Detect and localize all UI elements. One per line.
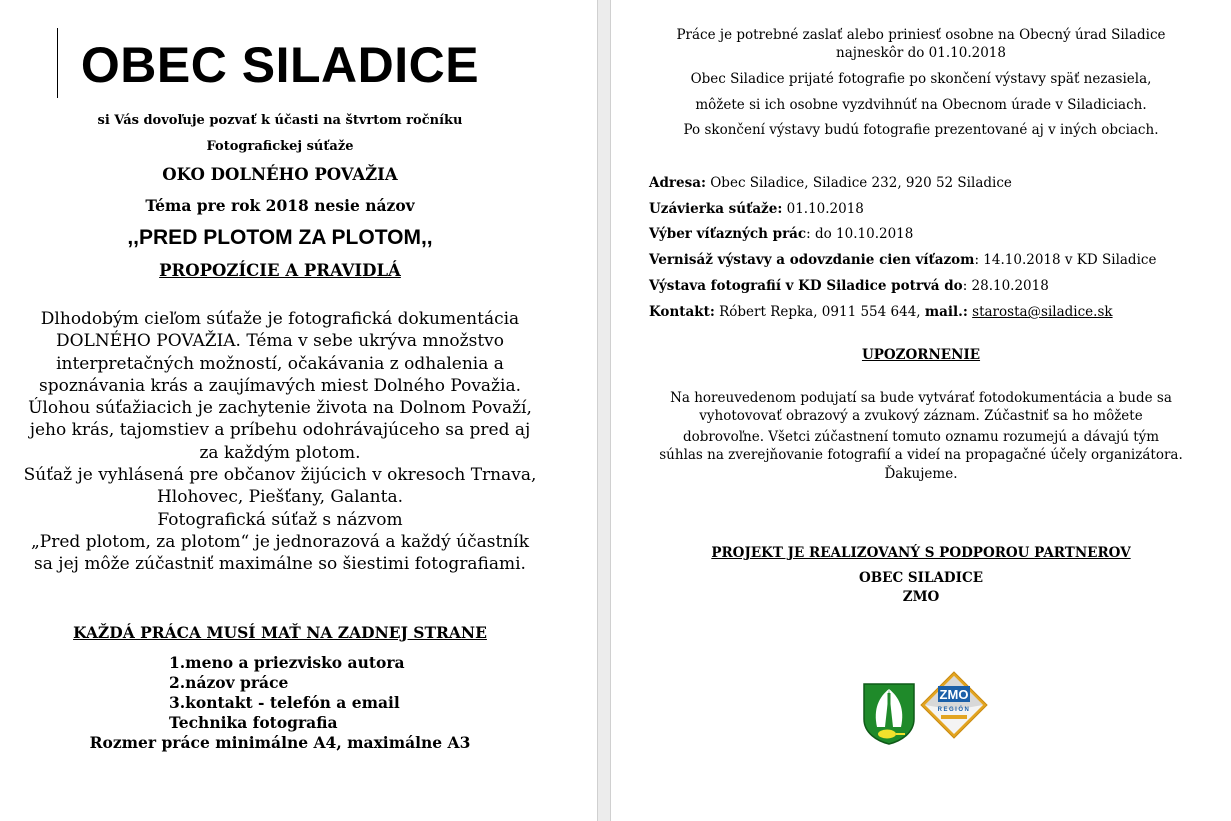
partners-heading: PROJEKT JE REALIZOVANÝ S PODPOROU PARTNEROV bbox=[711, 545, 1131, 561]
body-line: interpretačných možností, očakávania z odhalenia a bbox=[56, 353, 504, 374]
warning-line: Ďakujeme. bbox=[884, 466, 958, 482]
body-line: sa jej môže zúčastniť maximálne so šiestimi fotografiami. bbox=[34, 554, 526, 575]
contest-type: Fotografickej súťaže bbox=[206, 139, 354, 154]
theme-name: ,,PRED PLOTOM ZA PLOTOM,, bbox=[127, 226, 433, 249]
detail-value: Obec Siladice, Siladice 232, 920 52 Siladice bbox=[705, 175, 1012, 191]
body-line: Dlhodobým cieľom súťaže je fotografická dokumentácia bbox=[40, 309, 520, 329]
detail-label: Výstava fotografií v KD Siladice potrvá do bbox=[649, 278, 963, 294]
zmo-logo-text: ZMO bbox=[939, 687, 969, 702]
partner-name: ZMO bbox=[902, 589, 940, 605]
body-line: za každým plotom. bbox=[199, 442, 361, 463]
size-line: Rozmer práce minimálne A4, maximálne A3 bbox=[89, 733, 471, 752]
page-title: OBEC SILADICE bbox=[80, 37, 480, 93]
intro-line: môžete si ich osobne vyzdvihnúť na Obecnom úrade v Siladiciach. bbox=[695, 97, 1147, 113]
intro-line: Obec Siladice prijaté fotografie po skončení výstavy späť nezasiela, bbox=[690, 71, 1152, 87]
detail-address bbox=[649, 175, 1012, 191]
invite-line: si Vás dovoľuje pozvať k účasti na štvrtom ročníku bbox=[97, 113, 463, 128]
partner-name: OBEC SILADICE bbox=[859, 570, 983, 586]
detail-vernissage bbox=[649, 252, 1156, 268]
detail-label: Vernisáž výstavy a odovzdanie cien víťazom bbox=[649, 252, 975, 268]
back-item: Technika fotografia bbox=[169, 713, 338, 732]
siladice-coat-of-arms-icon bbox=[863, 683, 915, 745]
back-item: 2.názov práce bbox=[169, 673, 289, 692]
intro-line: najneskôr do 01.10.2018 bbox=[836, 45, 1006, 61]
warning-line: dobrovoľne. Všetci zúčastnení tomuto oznamu rozumejú a dávajú tým bbox=[682, 429, 1160, 445]
contact-value: Róbert Repka, 0911 554 644, bbox=[714, 304, 925, 320]
warning-line: vyhotovovať obrazový a zvukový záznam. Zúčastniť sa ho môžete bbox=[699, 408, 1143, 424]
detail-label: Uzávierka súťaže: bbox=[649, 201, 783, 217]
right-page bbox=[611, 0, 1231, 821]
detail-contact bbox=[649, 304, 1113, 320]
warning-line: súhlas na zverejňovanie fotografií a videí na propagačné účely organizátora. bbox=[659, 447, 1183, 463]
left-page bbox=[0, 0, 597, 821]
detail-deadline bbox=[649, 201, 864, 217]
intro-line: Po skončení výstavy budú fotografie prezentované aj v iných obciach. bbox=[683, 122, 1159, 138]
detail-selection bbox=[649, 226, 913, 242]
body-line: Hlohovec, Piešťany, Galanta. bbox=[156, 487, 403, 508]
detail-exhibition bbox=[649, 278, 1049, 294]
body-line: Fotografická súťaž s názvom bbox=[157, 509, 403, 530]
detail-value: : 14.10.2018 v KD Siladice bbox=[974, 252, 1157, 268]
detail-label: Výber víťazných prác bbox=[649, 226, 807, 242]
contest-name: OKO DOLNÉHO POVAŽIA bbox=[162, 165, 398, 184]
back-item: 1.meno a priezvisko autora bbox=[169, 653, 405, 672]
body-line: DOLNÉHO POVAŽIA. Téma v sebe ukrýva množstvo bbox=[55, 331, 505, 352]
zmo-logo-icon bbox=[919, 670, 989, 740]
body-line: spoznávania krás a zaujímavých miest Dolného Považia. bbox=[39, 375, 521, 396]
theme-line: Téma pre rok 2018 nesie názov bbox=[145, 196, 415, 215]
warning-line: Na horeuvedenom podujatí sa bude vytvárať fotodokumentácia a bude sa bbox=[670, 390, 1172, 406]
detail-value: : 28.10.2018 bbox=[962, 278, 1049, 294]
detail-label: Adresa: bbox=[649, 175, 706, 191]
rules-body bbox=[0, 308, 560, 576]
back-item: 3.kontakt - telefón a email bbox=[169, 693, 400, 712]
intro-line: Práce je potrebné zaslať alebo priniesť osobne na Obecný úrad Siladice bbox=[676, 27, 1166, 43]
page-gutter bbox=[597, 0, 611, 821]
back-side-heading: KAŽDÁ PRÁCA MUSÍ MAŤ NA ZADNEJ STRANE bbox=[73, 623, 487, 642]
rules-heading: PROPOZÍCIE A PRAVIDLÁ bbox=[159, 261, 401, 280]
warning-heading: UPOZORNENIE bbox=[861, 347, 981, 363]
body-line: Úlohou súťažiacich je zachytenie života na Dolnom Považí, bbox=[28, 398, 532, 419]
detail-value: : do 10.10.2018 bbox=[806, 226, 914, 242]
body-line: „Pred plotom, za plotom“ je jednorazová a každý účastník bbox=[31, 531, 529, 552]
email-link[interactable]: starosta@siladice.sk bbox=[972, 304, 1113, 320]
body-line: Súťaž je vyhlásená pre občanov žijúcich v okresoch Trnava, bbox=[23, 465, 537, 486]
detail-value: 01.10.2018 bbox=[782, 201, 864, 217]
zmo-logo-subtext: REGIÓN bbox=[937, 707, 971, 713]
contact-label: Kontakt: bbox=[649, 304, 715, 320]
mail-label: mail.: bbox=[924, 304, 968, 320]
body-line: jeho krás, tajomstiev a príbehu odohrávajúceho sa pred aj bbox=[29, 420, 531, 441]
